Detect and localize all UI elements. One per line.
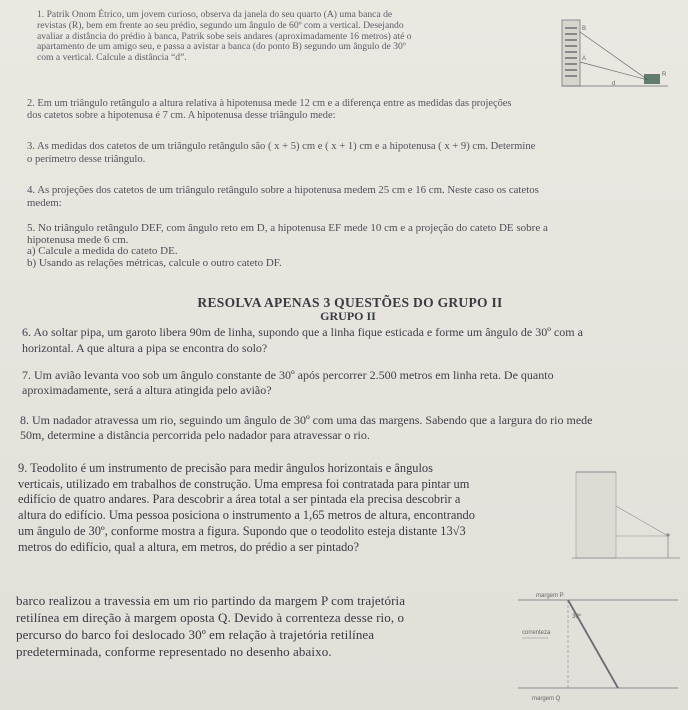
question-1-line: revistas (R), bem em frente ao seu prédio, segundo um ângulo de 60º com a vertical. Desejando — [37, 19, 404, 31]
question-5-line: 5. No triângulo retângulo DEF, com ângulo reto em D, a hipotenusa EF mede 10 cm e a projeção do cateto DE sobre a — [27, 222, 548, 234]
question-1-line: 1. Patrik Onom Étrico, um jovem curioso, observa da janela do seu quarto (A) uma banca de — [37, 9, 393, 20]
theodolite-head — [666, 533, 669, 536]
building-shape — [576, 472, 616, 558]
sight-line-a — [580, 62, 648, 80]
label-angle: 30º — [572, 614, 581, 620]
question-2-line: dos catetos sobre a hipotenusa é 7 cm. A hipotenusa desse triângulo mede: — [27, 110, 336, 121]
question-4-line: 4. As projeções dos catetos de um triângulo retângulo sobre a hipotenusa medem 25 cm e 16 cm. Neste caso os catetos — [27, 184, 539, 196]
label-b: B — [582, 26, 587, 32]
group-heading-title: RESOLVA APENAS 3 QUESTÕES DO GRUPO II — [197, 295, 503, 310]
question-9-line: edifício de quatro andares. Para descobrir a área total a ser pintada ela precisa descobrir a — [18, 492, 461, 507]
river-figure — [508, 588, 680, 710]
question-2 — [27, 98, 667, 122]
question-5-line: a) Calcule a medida do cateto DE. — [27, 245, 178, 257]
question-7-line: aproximadamente, será a altura atingida pelo avião? — [22, 383, 272, 397]
newsstand-shape — [644, 74, 660, 84]
question-9-line: verticais, utilizado em trabalhos de construção. Uma empresa foi contratada para pintar um — [18, 476, 470, 491]
question-5-line: b) Usando as relações métricas, calcule o outro cateto DF. — [27, 256, 282, 269]
question-5-line: hipotenusa mede 6 cm. — [27, 233, 129, 246]
question-10-line: predeterminada, conforme representado no desenho abaixo. — [16, 644, 332, 659]
question-9-line: 9. Teodolito é um instrumento de precisão para medir ângulos horizontais e ângulos — [18, 461, 433, 475]
theodolite-figure — [572, 466, 680, 566]
label-a: A — [582, 56, 587, 62]
question-6-line: 6. Ao soltar pipa, um garoto libera 90m de linha, supondo que a linha fique esticada e forme um ângulo de 30º com a — [22, 325, 583, 339]
question-4 — [27, 184, 677, 210]
question-6 — [22, 325, 684, 356]
question-9 — [18, 461, 573, 555]
sight-line-b — [580, 32, 648, 80]
question-8-line: 8. Um nadador atravessa um rio, seguindo um ângulo de 30º com uma das margens. Sabendo que a largura do rio mede — [20, 413, 593, 427]
label-margem-q: margem Q — [532, 696, 561, 702]
question-10-line: retilínea em direção à margem oposta Q. Devido à correnteza desse rio, o — [16, 610, 405, 625]
question-7 — [22, 368, 684, 398]
group-heading — [0, 296, 688, 323]
question-9-line: altura do edifício. Uma pessoa posiciona o instrumento a 1,65 metros de altura, encontrando — [18, 508, 475, 523]
label-correnteza: correnteza — [522, 630, 551, 636]
building-figure — [560, 14, 670, 89]
question-8 — [20, 413, 684, 443]
question-6-line: horizontal. A que altura a pipa se encontra do solo? — [22, 340, 268, 355]
question-1-line: com a vertical. Calcule a distância “d”. — [37, 52, 187, 64]
question-1-line: apartamento de um amigo seu, e passa a avistar a banca (do ponto B) segundo um ângulo de 30º — [37, 41, 406, 53]
question-1-line: avaliar a distância do prédio à banca, Patrik sobe seis andares (aproximadamente 16 metros) até o — [37, 30, 412, 42]
question-10-line: percurso do barco foi deslocado 30º em relação à trajetória retilínea — [16, 627, 375, 642]
question-3-line: 3. As medidas dos catetos de um triângulo retângulo são ( x + 5) cm e ( x + 1) cm e a hipotenusa ( x + 9) cm. Determine — [27, 141, 536, 152]
label-d: d — [612, 81, 616, 87]
angled-sight-line — [616, 506, 668, 536]
question-10 — [16, 592, 506, 660]
question-1 — [37, 10, 557, 64]
label-r: R — [662, 72, 667, 78]
question-9-line: metros do edifício, qual a altura, em metros, do prédio a ser pintado? — [18, 539, 359, 554]
question-4-line: medem: — [27, 197, 62, 209]
question-3-line: o perímetro desse triângulo. — [27, 153, 146, 165]
question-8-line: 50m, determine a distância percorrida pelo nadador para atravessar o rio. — [20, 428, 370, 442]
label-margem-p: margem P — [536, 593, 564, 599]
question-5 — [27, 223, 677, 269]
question-3 — [27, 141, 677, 166]
question-10-line: barco realizou a travessia em um rio partindo da margem P com trajetória — [16, 593, 406, 608]
question-2-line: 2. Em um triângulo retângulo a altura relativa à hipotenusa mede 12 cm e a diferença entre as medidas das projeções — [27, 98, 512, 109]
group-heading-subtitle: GRUPO II — [320, 309, 376, 323]
question-7-line: 7. Um avião levanta voo sob um ângulo constante de 30º após percorrer 2.500 metros em linha reta. De quanto — [22, 368, 554, 382]
question-9-line: um ângulo de 30º, conforme mostra a figura. Supondo que o teodolito esteja distante 13√3 — [18, 523, 466, 538]
